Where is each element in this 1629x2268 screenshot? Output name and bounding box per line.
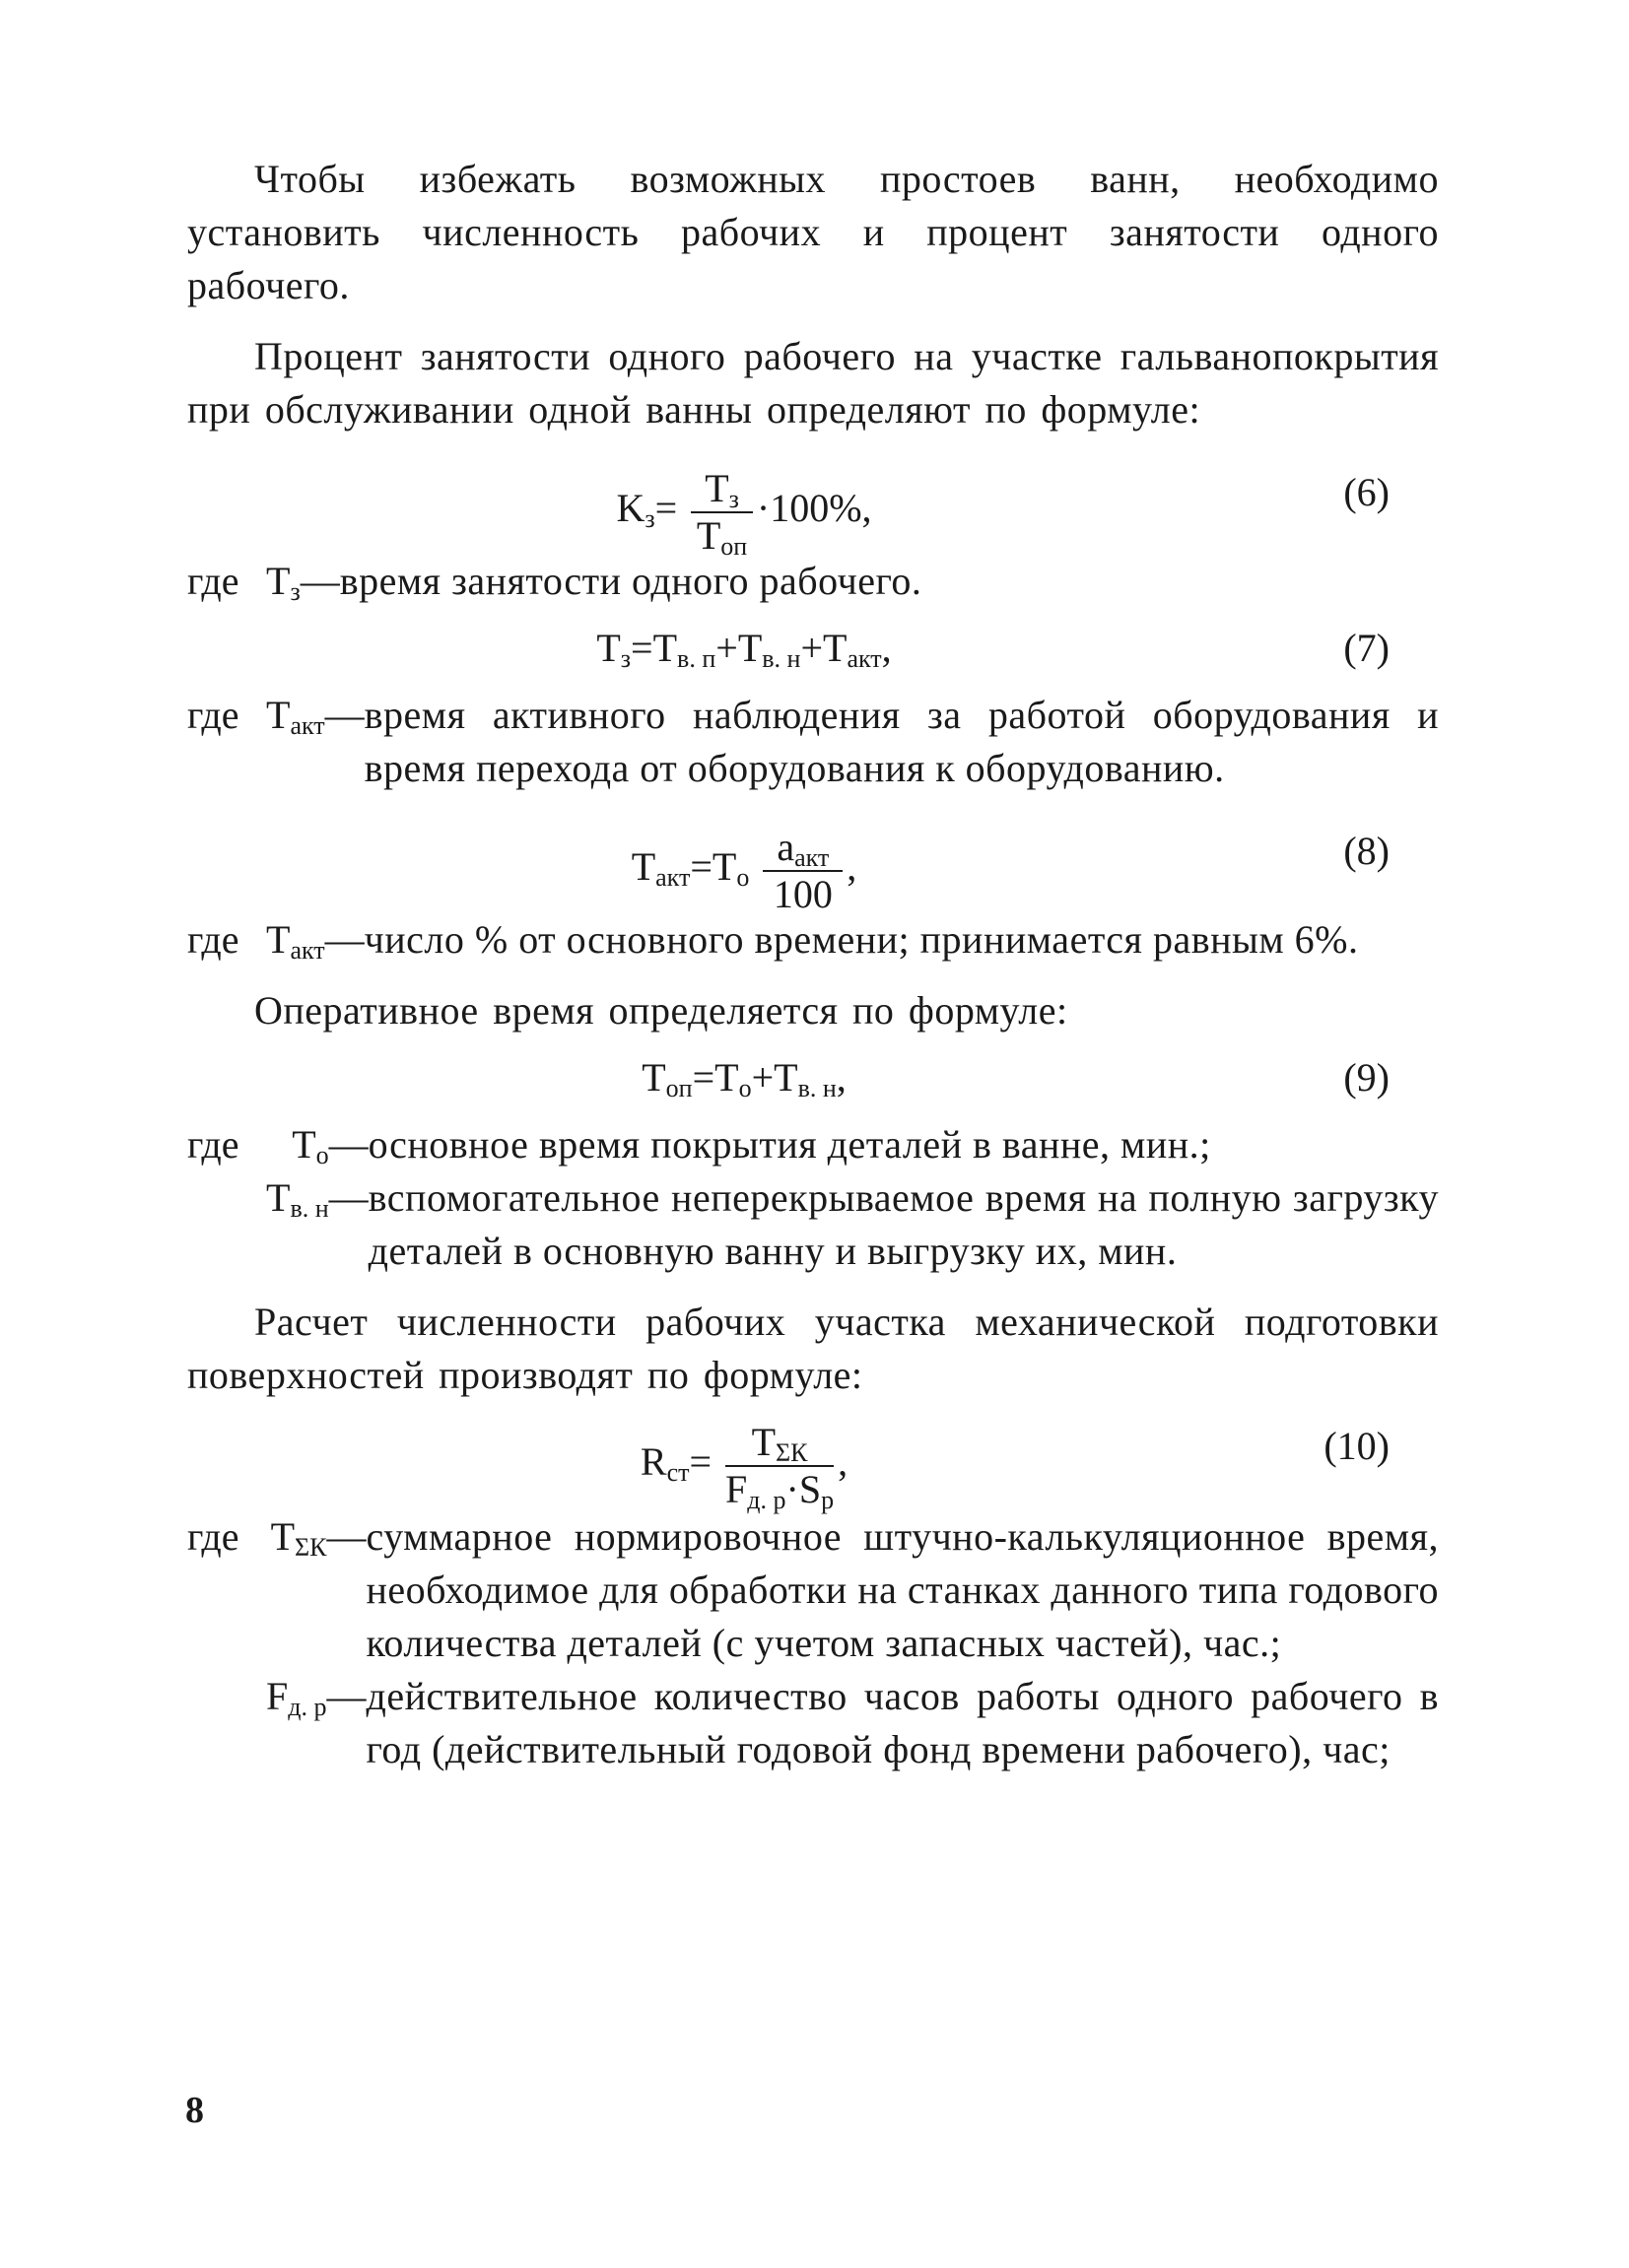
equation-number: (10) bbox=[1324, 1424, 1390, 1468]
definition-10: где $T_{\Sigma К}$ — суммарное нормировочное штучно-калькуляционное время, необходимое для обработки на станках данного типа годового количества деталей (с учетом запасных частей), час.; $F_{д. р}$ — действительное количество часов работы одного рабочего в год (действительный годовой фонд времени рабочего), час; bbox=[187, 1514, 1439, 1771]
page-number: 8 bbox=[185, 2090, 204, 2131]
formula-9: $T_{оп}=T_о+T_{в. н}$, (9) bbox=[187, 1051, 1439, 1104]
equation-number: (8) bbox=[1343, 829, 1390, 873]
definition-7: где $T_{акт}$ — время активного наблюдения за работой оборудования и время перехода от оборудования к оборудованию. bbox=[187, 693, 1439, 790]
fraction: $\frac{T_{\Sigma К}}{F_{д. р}\cdot S_р}$ bbox=[725, 1420, 835, 1514]
fraction: $\frac{T_з}{T_{оп}}$ bbox=[691, 466, 753, 559]
definition-6: где $T_з$ — время занятости одного рабочего. bbox=[187, 559, 922, 606]
paragraph-2: Процент занятости одного рабочего на участке гальванопокрытия при обслуживании одной ванны определяют по формуле: bbox=[187, 334, 1439, 432]
formula-10: $R_{ст}=$ $\frac{T_{\Sigma К}}{F_{д. р}\cdot S_р}$ , (10) bbox=[640, 1420, 1390, 1514]
equation-number: (9) bbox=[1343, 1055, 1390, 1100]
formula-7: $T_з=T_{в. п}+T_{в. н}+T_{акт}$, (7) bbox=[187, 622, 1439, 675]
formula-8: $T_{акт}=T_о$ $\frac{a_{акт}}{100}$ , (8) bbox=[631, 825, 1390, 916]
equation-number: (6) bbox=[1343, 470, 1390, 514]
equation-number: (7) bbox=[1343, 626, 1390, 670]
paragraph-3: Оперативное время определяется по формуле: bbox=[254, 988, 1068, 1033]
page-content bbox=[187, 153, 1439, 1776]
definition-8: где $T_{акт}$ — число % от основного времени; принимается равным 6%. bbox=[187, 917, 1359, 965]
fraction: $\frac{a_{акт}}{100}$ bbox=[763, 825, 843, 917]
paragraph-4: Расчет численности рабочих участка механической подготовки поверхностей производят по формуле: bbox=[187, 1300, 1439, 1397]
definition-9: где $T_о$ — основное время покрытия деталей в ванне, мин.; $T_{в. н}$ — вспомогательное неперекрываемое время на полную загрузку деталей в основную ванну и выгрузку их, мин. bbox=[187, 1122, 1439, 1273]
paragraph-1: Чтобы избежать возможных простоев ванн, необходимо установить численность рабочих и процент занятости одного рабочего. bbox=[187, 157, 1439, 307]
formula-6: $K_з=$ $\frac{T_з}{T_{оп}}$ ·100%, (6) bbox=[616, 466, 1390, 561]
